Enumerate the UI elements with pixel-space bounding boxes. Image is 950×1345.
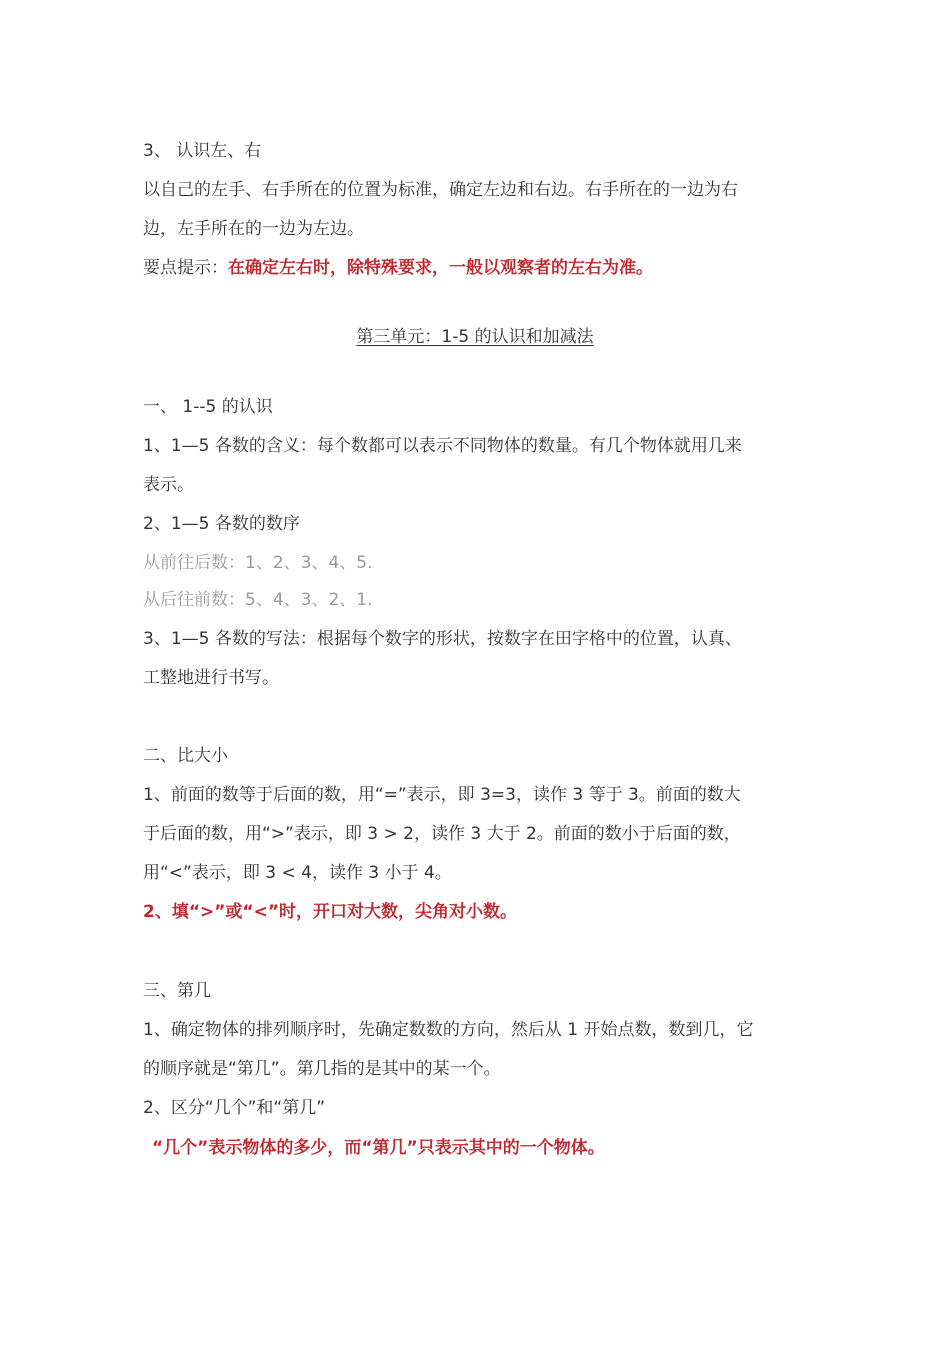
paragraph-line: 边，左手所在的一边为左边。 [143, 219, 364, 239]
tip-text: 在确定左右时，除特殊要求，一般以观察者的左右为准。 [228, 258, 653, 278]
paragraph-line: 于后面的数，用“>”表示，即 3 > 2，读作 3 大于 2。前面的数小于后面的数， [143, 824, 741, 844]
part1-heading: 一、 1--5 的认识 [143, 397, 273, 417]
unit-title [0, 325, 950, 349]
tip-label: 要点提示： [143, 258, 228, 278]
paragraph-line: 3、1—5 各数的写法：根据每个数字的形状，按数字在田字格中的位置，认真、 [143, 629, 742, 649]
backward-count: 从后往前数：5、4、3、2、1. [143, 590, 373, 610]
paragraph-line: 表示。 [143, 475, 194, 495]
tip-line [143, 256, 653, 280]
paragraph-line: 工整地进行书写。 [143, 668, 279, 688]
section-heading-left-right: 3、 认识左、右 [143, 141, 262, 161]
paragraph-line: 1、确定物体的排列顺序时，先确定数数的方向，然后从 1 开始点数，数到几，它 [143, 1020, 754, 1040]
paragraph-line: 1、前面的数等于后面的数，用“=”表示，即 3=3，读作 3 等于 3。前面的数大 [143, 785, 741, 805]
paragraph-line: 1、1—5 各数的含义：每个数都可以表示不同物体的数量。有几个物体就用几来 [143, 436, 742, 456]
subheading: 2、1—5 各数的数序 [143, 514, 300, 534]
unit-title-text: 第三单元：1-5 的认识和加减法 [356, 327, 594, 347]
highlight-rule: 2、填“>”或“<”时，开口对大数，尖角对小数。 [143, 902, 518, 922]
part3-heading: 三、第几 [143, 981, 211, 1001]
paragraph-line: 以自己的左手、右手所在的位置为标准，确定左边和右边。右手所在的一边为右 [143, 180, 738, 200]
part2-heading: 二、比大小 [143, 746, 228, 766]
highlight-rule: “几个”表示物体的多少，而“第几”只表示其中的一个物体。 [152, 1138, 605, 1158]
paragraph-line: 用“<”表示，即 3 < 4，读作 3 小于 4。 [143, 863, 452, 883]
paragraph-line: 的顺序就是“第几”。第几指的是其中的某一个。 [143, 1059, 501, 1079]
forward-count: 从前往后数：1、2、3、4、5. [143, 553, 373, 573]
subheading: 2、区分“几个”和“第几” [143, 1098, 326, 1118]
